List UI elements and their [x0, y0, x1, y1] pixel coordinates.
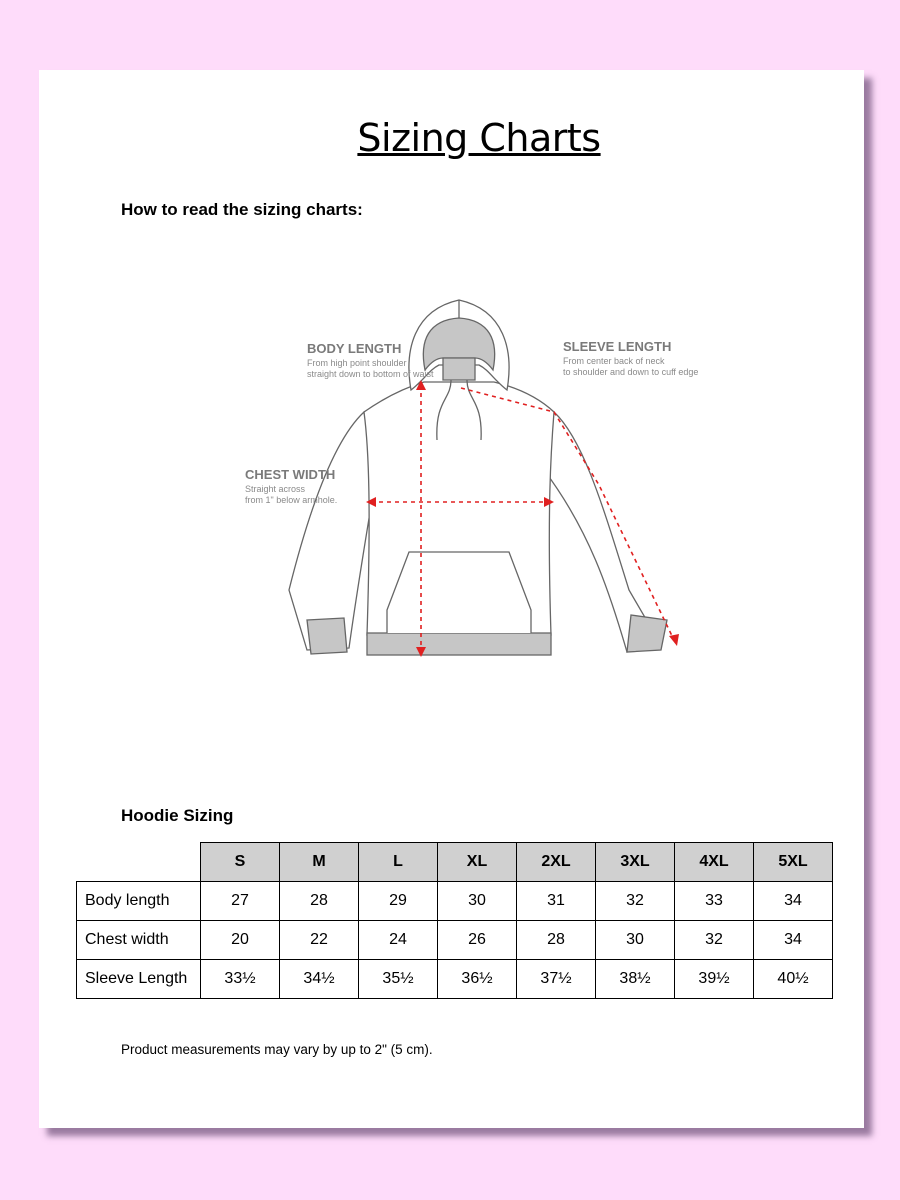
table-cell: 20: [201, 921, 280, 960]
table-cell: 34: [754, 882, 833, 921]
body-length-desc-1: From high point shoulder: [307, 358, 407, 368]
size-col-header: 5XL: [754, 843, 833, 882]
hoodie-size-table: [76, 842, 833, 999]
table-cell: 34½: [280, 960, 359, 999]
table-cell: 28: [280, 882, 359, 921]
size-col-header: L: [359, 843, 438, 882]
size-col-header: M: [280, 843, 359, 882]
chest-width-desc-2: from 1" below armhole.: [245, 495, 338, 505]
hoodie-diagram: [199, 290, 719, 690]
page-title: Sizing Charts: [357, 116, 601, 160]
table-cell: 29: [359, 882, 438, 921]
table-cell: 30: [438, 882, 517, 921]
table-cell: 34: [754, 921, 833, 960]
table-cell: 30: [596, 921, 675, 960]
size-col-header: 3XL: [596, 843, 675, 882]
table-cell: 22: [280, 921, 359, 960]
table-cell: 31: [517, 882, 596, 921]
table-cell: 37½: [517, 960, 596, 999]
row-label: Sleeve Length: [77, 960, 201, 999]
size-col-header: XL: [438, 843, 517, 882]
table-row: [77, 882, 833, 921]
table-cell: 32: [596, 882, 675, 921]
measurement-note: Product measurements may vary by up to 2" (5 cm).: [121, 1042, 433, 1057]
table-cell: 35½: [359, 960, 438, 999]
document-page: [39, 70, 864, 1128]
table-cell: 24: [359, 921, 438, 960]
chest-width-label: CHEST WIDTH: [245, 467, 336, 482]
table-cell: 33: [675, 882, 754, 921]
table-cell: 28: [517, 921, 596, 960]
hoodie-sizing-heading: Hoodie Sizing: [121, 806, 234, 825]
size-col-header: S: [201, 843, 280, 882]
table-cell: 27: [201, 882, 280, 921]
size-header-row: [77, 843, 833, 882]
sleeve-length-desc-1: From center back of neck: [563, 356, 665, 366]
size-col-header: 2XL: [517, 843, 596, 882]
row-label: Body length: [77, 882, 201, 921]
body-length-label: BODY LENGTH: [307, 341, 402, 356]
table-cell: 36½: [438, 960, 517, 999]
table-cell: 38½: [596, 960, 675, 999]
table-row: [77, 960, 833, 999]
body-length-desc-2: straight down to bottom of waist: [307, 369, 434, 379]
table-cell: 33½: [201, 960, 280, 999]
table-cell: 39½: [675, 960, 754, 999]
row-label: Chest width: [77, 921, 201, 960]
size-col-header: 4XL: [675, 843, 754, 882]
table-cell: 40½: [754, 960, 833, 999]
sleeve-length-label: SLEEVE LENGTH: [563, 339, 672, 354]
table-cell: 32: [675, 921, 754, 960]
table-row: [77, 921, 833, 960]
chest-width-desc-1: Straight across: [245, 484, 306, 494]
how-to-heading: How to read the sizing charts:: [121, 200, 363, 219]
table-cell: 26: [438, 921, 517, 960]
sleeve-length-desc-2: to shoulder and down to cuff edge: [563, 367, 699, 377]
header-corner: [77, 843, 201, 882]
